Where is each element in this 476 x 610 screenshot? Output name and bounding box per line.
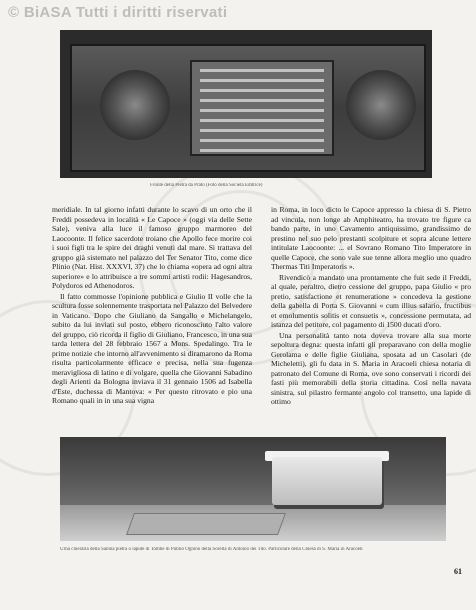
caption-bottom: Urna cineraria della Sabina pietra o lapide di Tombe di Publio Ognino della Sorella di Antonio dei Tito. Particolare della Chiesa di S. Maria in Aracoeli — [60, 547, 363, 552]
inscription-plaque — [190, 60, 334, 156]
page-number: 61 — [454, 567, 462, 576]
paragraph: in Roma, in loco dicto le Capoce appresso la chiesa di S. Pietro ad vincula, non longe ab Amphiteatro, ha trovato tre figure ca bando parte, in uno Cavamento antiquissimo, grandissimo de prestino nel suo pelo prestanti scolpiture et sopra alcune lettere intitulate Laocoonte: ... el Sovrano Romano Tito Imperatore in quelle Capoce, che sono vale sue tenne allora meglio uno quadro Thermas Titi Imperatoris ». — [271, 205, 471, 271]
watermark: © BiASA Tutti i diritti riservati — [8, 4, 228, 21]
photo-urn-in-church — [60, 437, 446, 541]
text-column-right — [271, 205, 471, 433]
caption-top: Fronte della Pietra da Prato (Foto della Società Editrice) — [150, 183, 263, 188]
carved-rosette — [100, 70, 170, 140]
text-column-left — [52, 205, 252, 433]
paragraph: Rivendicò a mandato una prontamente che fuit sede il Freddi, al quale, peraltro, dietro cessione del gruppo, papa Giulio « pro pretio, satisfactione et renumeratione » concedeva la gestione della gabella di Porta S. Giovanni « cum illius salario, fructibus et emolumentis solitis et consuetis », concessione permutata, ad istanza del petitore, col pagamento di 1500 ducati d'oro. — [271, 272, 471, 329]
paragraph: Una personalità tanto nota doveva trovare alla sua morte sepoltura degna: questa infatti gli preparavano con della moglie Gerolama e delle figlie Giuliana, sposata ad un Casolari (de Micheletti), gli fu data in S. Maria in Aracoeli chiesa notaria di patronato del Comune di Roma, ove sono conservati i ricordi dei fasti più memorabili della storia cittadina. Così nella navata sinistra, sul pilastro fermante angolo col transetto, una lapide di ottimo — [271, 330, 471, 406]
paragraph: Il fatto commosse l'opinione pubblica e Giulio II volle che la scultura fosse solennemente trasportata nel Palazzo del Belvedere in Vaticano. Dopo che Giuliano da Sangallo e Michelangelo, subito da lui inviati sul posto, ebbero riconosciuto l'alto valore del gruppo, ciò ricorda il figlio di Giuliano, Francesco, in una sua tarda lettera del 28 febbraio 1567 a Mons. Spedalingo. Tra le prime notizie che intorno all'avvenimento si diramarono da Roma risulta particolarmente efficace e precisa, nella sua fugenza meravigliosa di latino e di volgare, quella che Giovanni Sabadino degli Arienti da Bologna inviava il 31 gennaio 1506 ad Isabella d'Este, duchessa di Mantova: « Per questo ritrovato e pio una Romano quali in in una sua vigna — [52, 291, 252, 405]
floor-tombstone — [126, 513, 286, 535]
carved-rosette — [346, 70, 416, 140]
cinerary-urn — [272, 457, 382, 505]
photo-sarcophagus-front — [60, 30, 432, 178]
paragraph: meridiale. In tal giorno infatti durante lo scavo di un orto che il Freddi possedeva in località « Le Capoce » (oggi via delle Sette Sale), veniva alla luce il famoso gruppo marmoreo del Laocoonte. Il felice sacerdote troiano che Apollo fece morire coi i suoi figli tra le spire dei draghi venuti dal mare. Si trattava del gruppo già sistemato nel palazzo del Ter Senator Tito, come dice Plinio (Nat. Hist. XXXVI, 37) che lo chiama «opera ad ogni altra superiore» e lo attribuisce a tre sommi artisti rodii: Hagesandros, Polydoros ed Athenodoros. — [52, 205, 252, 290]
